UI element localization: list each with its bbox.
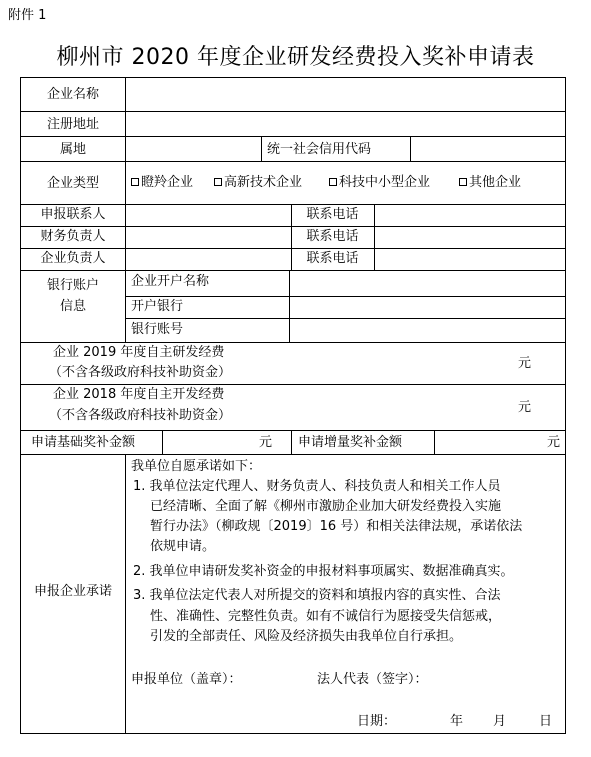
bank-info-label-2: 信息	[59, 299, 86, 314]
date-label: 日期：	[357, 714, 397, 729]
commitment-item2: 2. 我单位申请研发奖补资金的申报材料事项属实、数据准确真实。	[133, 564, 514, 579]
checkbox-icon	[329, 178, 337, 186]
date-year: 年	[450, 714, 464, 729]
bank-name-field[interactable]	[290, 297, 564, 317]
commitment-item3-line2: 性、准确性、完整性负责。如有不诚信行为愿接受失信惩戒，	[150, 609, 502, 624]
commitment-item3-line1: 3. 我单位法定代表人对所提交的资料和填报内容的真实性、合法	[133, 588, 501, 603]
bank-account-name-label: 企业开户名称	[131, 274, 210, 289]
finance-label: 财务负责人	[40, 229, 106, 244]
incr-amount-label: 申请增量奖补金额	[298, 435, 403, 450]
commitment-item1-line3: 暂行办法》（柳政规〔2019〕16 号）和相关法律法规，承诺依法	[150, 519, 523, 534]
bank-number-label: 银行账号	[131, 322, 184, 337]
type-option-other[interactable]: 其他企业	[459, 175, 521, 191]
applicant-label: 申报联系人	[40, 207, 106, 222]
credit-code-field[interactable]	[411, 137, 564, 160]
seal-field[interactable]	[247, 668, 307, 690]
date-month: 月	[493, 714, 507, 729]
checkbox-icon	[131, 178, 139, 186]
date-day: 日	[539, 714, 553, 729]
type-option-hightech[interactable]: 高新技术企业	[214, 175, 302, 191]
head-label: 企业负责人	[40, 251, 106, 266]
applicant-phone-label: 联系电话	[306, 207, 359, 222]
commitment-item3-line3: 引发的全部责任、风险及经济损失由我单位自行承担。	[150, 629, 463, 644]
checkbox-icon	[459, 178, 467, 186]
rd2018-label: 企业 2018 年度自主开发经费	[53, 387, 225, 402]
legal-rep-signature-field[interactable]	[441, 668, 559, 690]
incr-amount-field[interactable]	[435, 431, 543, 453]
reg-address-label: 注册地址	[46, 117, 99, 132]
jurisdiction-field[interactable]	[126, 137, 260, 160]
bank-number-field[interactable]	[290, 319, 564, 341]
basic-amount-field[interactable]	[163, 431, 267, 453]
company-type-label: 企业类型	[46, 176, 99, 191]
finance-phone-label: 联系电话	[306, 229, 359, 244]
attachment-label: 附件 1	[8, 8, 47, 23]
rd2018-amount-field[interactable]	[281, 385, 541, 429]
applicant-field[interactable]	[126, 205, 290, 225]
rd2018-unit: 元	[518, 400, 532, 415]
basic-amount-unit: 元	[259, 435, 273, 450]
jurisdiction-label: 属地	[59, 142, 86, 157]
applicant-phone-field[interactable]	[375, 205, 564, 225]
company-name-field[interactable]	[126, 79, 564, 110]
bank-info-label-1: 银行账户	[46, 278, 99, 293]
bank-account-name-field[interactable]	[290, 271, 564, 295]
commitment-intro: 我单位自愿承诺如下：	[131, 459, 262, 474]
finance-phone-field[interactable]	[375, 227, 564, 247]
rd2019-amount-field[interactable]	[281, 343, 541, 383]
checkbox-icon	[214, 178, 222, 186]
head-field[interactable]	[126, 249, 290, 269]
reg-address-field[interactable]	[126, 112, 564, 135]
legal-rep-label: 法人代表（签字）：	[317, 672, 428, 687]
commitment-item1-line1: 1. 我单位法定代理人、财务负责人、科技负责人和相关工作人员	[133, 479, 501, 494]
commitment-label: 申报企业承诺	[33, 584, 112, 599]
head-phone-label: 联系电话	[306, 251, 359, 266]
rd2019-sublabel: （不含各级政府科技补助资金）	[49, 365, 232, 380]
rd2019-label: 企业 2019 年度自主研发经费	[53, 345, 225, 360]
type-option-sme[interactable]: 科技中小型企业	[329, 175, 430, 191]
rd2018-sublabel: （不含各级政府科技补助资金）	[49, 408, 232, 423]
type-option-gazelle[interactable]: 瞪羚企业	[131, 175, 193, 191]
basic-amount-label: 申请基础奖补金额	[31, 435, 136, 450]
seal-label: 申报单位（盖章）：	[131, 672, 242, 687]
application-form	[20, 77, 566, 734]
commitment-item1-line2: 已经清晰、全面了解《柳州市激励企业加大研发经费投入实施	[150, 499, 502, 514]
credit-code-label: 统一社会信用代码	[267, 142, 372, 157]
page-title: 柳州市 2020 年度企业研发经费投入奖补申请表	[56, 45, 535, 70]
finance-field[interactable]	[126, 227, 290, 247]
head-phone-field[interactable]	[375, 249, 564, 269]
bank-name-label: 开户银行	[131, 299, 184, 314]
incr-amount-unit: 元	[547, 435, 561, 450]
rd2019-unit: 元	[518, 356, 532, 371]
commitment-item1-line4: 依规申请。	[150, 539, 216, 554]
company-name-label: 企业名称	[46, 87, 99, 102]
